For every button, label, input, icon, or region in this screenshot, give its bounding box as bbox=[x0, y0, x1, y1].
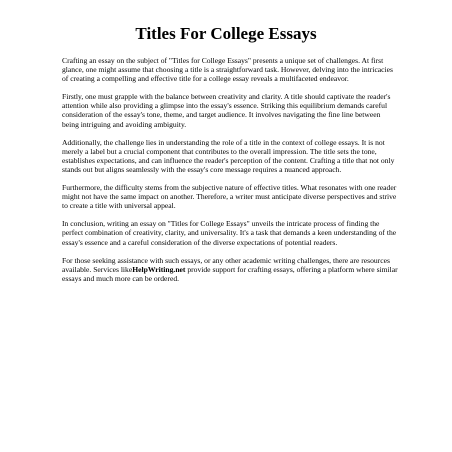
paragraph-6-text-before-link: For those seeking assistance with such essays, or any other academic writing challenges, there are resources available. Services like bbox=[62, 255, 390, 274]
paragraph-5: In conclusion, writing an essay on "Titles for College Essays" unveils the intricate process of finding the perfect combination of creativity, clarity, and universality. It's a task that demands a keen understanding of the essay's essence and a careful consideration of the diverse expectations of potential readers. bbox=[62, 219, 397, 247]
paragraph-1: Crafting an essay on the subject of "Titles for College Essays" presents a unique set of challenges. At first glance, one might assume that choosing a title is a straightforward task. However, delving into the intricacies of creating a compelling and effective title for a college essay reveals a multifaceted endeavor. bbox=[62, 56, 393, 84]
paragraph-2: Firstly, one must grapple with the balance between creativity and clarity. A title should captivate the reader's attention while also providing a glimpse into the essay's essence. Striking this equilibrium demands careful consideration of the essay's tone, theme, and target audience. It involves navigating the fine line between being intriguing and avoiding ambiguity. bbox=[62, 92, 391, 129]
document-title: Titles For College Essays bbox=[135, 24, 317, 43]
paragraph-6 bbox=[62, 256, 398, 283]
paragraph-4: Furthermore, the difficulty stems from the subjective nature of effective titles. What resonates with one reader might not have the same impact on another. Therefore, a writer must anticipate diverse perspectives and strive to create a title with universal appeal. bbox=[62, 183, 397, 211]
helpwriting-link[interactable]: HelpWriting.net bbox=[132, 264, 186, 274]
paragraph-3: Additionally, the challenge lies in understanding the role of a title in the context of college essays. It is not merely a label but a crucial component that contributes to the overall impression. The title sets the tone, establishes expectations, and can influence the reader's perception of the content. Crafting a title that not only stands out but aligns seamlessly with the essay's core message requires a nuanced approach. bbox=[62, 137, 395, 174]
document-body bbox=[62, 56, 398, 292]
paragraph-6-text-after-link: provide support for crafting essays, offering a platform where similar essays and much more can be ordered. bbox=[62, 264, 398, 283]
